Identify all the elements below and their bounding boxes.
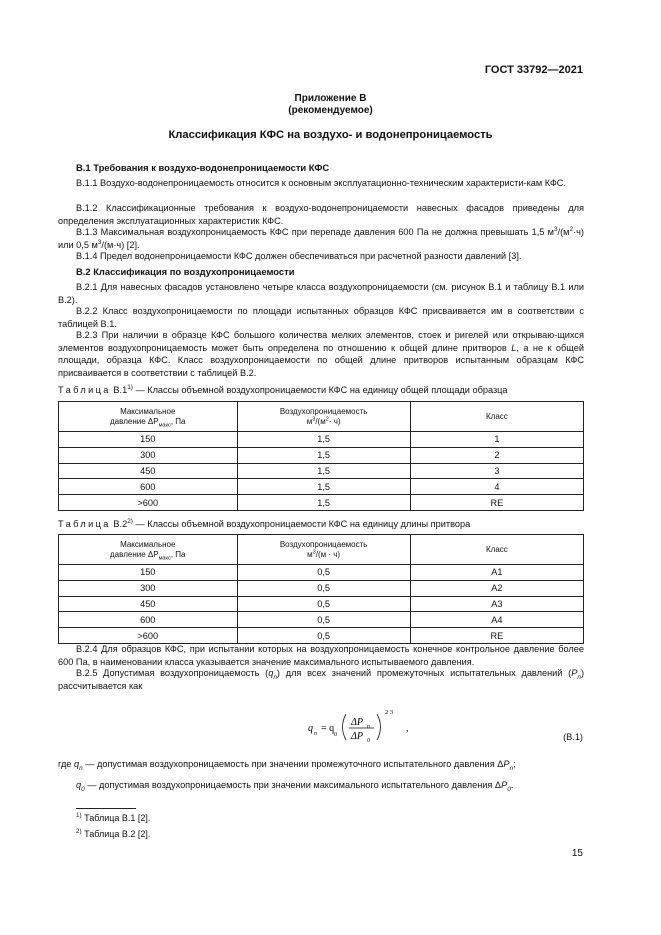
- paragraph-b22: В.2.2 Класс воздухопроницаемости по площади испытанных образцов КФС присваивается им в соответствии с таблицей В.1.: [58, 306, 584, 329]
- cell: 150: [59, 432, 238, 448]
- cell: 1,5: [237, 447, 410, 463]
- cell: 600: [59, 612, 238, 628]
- cell: 600: [59, 479, 238, 495]
- formula-den-sub: 0: [367, 738, 370, 744]
- where-line-1: где $q_n$ — допустимая воздухопроницаемость при значении промежуточного испытательного давления $\Delta P_n$;: [58, 759, 516, 772]
- formula-lhs-sub: n: [314, 731, 317, 737]
- table-row: [59, 612, 584, 628]
- cell: 0,5: [237, 565, 410, 581]
- table-row: [59, 495, 584, 511]
- cell: 1,5: [237, 432, 410, 448]
- cell: 0,5: [237, 596, 410, 612]
- formula-exponent: 2 3: [385, 709, 394, 716]
- paragraph-b12: В.1.2 Классификационные требования к воздухо-водонепроницаемости навесных фасадов приведены для определения эксплуатационных характеристик КФС.: [58, 203, 584, 226]
- cell: 1,5: [237, 463, 410, 479]
- cell: A2: [410, 580, 583, 596]
- cell: A3: [410, 596, 583, 612]
- header-pressure: Максимальное давление $\Delta P_{макс}$, Па: [59, 402, 238, 432]
- formula-num-sub: n: [367, 724, 370, 730]
- paragraph-b24: В.2.4 Для образцов КФС, при испытании которых на воздухопроницаемость конечное контрольное давление более 600 Па, в наименовании класса указывается значение максимального испытываемого давления.: [58, 644, 584, 667]
- right-paren: [377, 714, 381, 740]
- cell: 4: [410, 479, 583, 495]
- cell: 0,5: [237, 580, 410, 596]
- table-header-row: [59, 402, 584, 432]
- cell: A1: [410, 565, 583, 581]
- cell: 1: [410, 432, 583, 448]
- formula-q0-sub: 0: [334, 732, 337, 738]
- paragraph-b13: В.1.3 Максимальная воздухопроницаемость КФС при перепаде давления 600 Па не должна превышать 1,5 $м^3/(м^2\cdot ч)$ или 0,5 $м^3/(м\cdot ч)$ [2].: [58, 225, 584, 250]
- table-b1: [58, 401, 584, 511]
- table-row: [59, 432, 584, 448]
- equation-number: (В.1): [563, 732, 583, 742]
- cell: 150: [59, 565, 238, 581]
- paragraph-b25: В.2.5 Допустимая воздухопроницаемость $(q_n)$ для всех значений промежуточных испытательных давлений $(P_n)$ рассчитывается как: [58, 668, 584, 691]
- table-b1-caption: Таблица В.1$^{1)}$ — Классы объемной воздухопроницаемости КФС на единицу общей площади образца: [58, 383, 508, 395]
- standard-number: ГОСТ 33792—2021: [484, 64, 583, 76]
- appendix-status: (рекомендуемое): [288, 105, 373, 116]
- formula-tail: ,: [406, 723, 409, 734]
- header-permeability: Воздухопроницаемость $м^3/(м \cdot ч)$: [237, 535, 410, 565]
- where-line-2: $q_0$ — допустимая воздухопроницаемость при значении максимального испытательного давления $\Delta P_0$.: [76, 780, 514, 793]
- paragraph-b23: В.2.3 При наличии в образце КФС большого количества мелких элементов, стоек и ригелей или открываю-щихся элементов воздухопроницаемость может быть определена по отношению к общей длине притворов L, а не к общей площади, образца КФС. Класс воздухопроницаемости по общей длине притворов испытанным образцам КФС присваивается в соответствии с таблицей В.2.: [58, 330, 584, 379]
- footnote-separator: [76, 808, 136, 809]
- header-permeability: Воздухопроницаемость $м^3/(м^2\cdot ч)$: [237, 402, 410, 432]
- table-header-row: [59, 535, 584, 565]
- formula-den: ΔP: [351, 731, 363, 742]
- cell: 1,5: [237, 495, 410, 511]
- formula-b1: [306, 704, 416, 748]
- paragraph-b14: В.1.4 Предел водонепроницаемости КФС должен обеспечиваться при расчетной разности давлений [3].: [76, 251, 522, 261]
- cell: RE: [410, 495, 583, 511]
- cell: 1,5: [237, 479, 410, 495]
- page-number: 15: [571, 848, 583, 859]
- paragraph-b11: В.1.1 Воздухо-водонепроницаемость относится к основным эксплуатационно-техническим характеристи-кам КФС.: [76, 178, 566, 188]
- table-b2: [58, 534, 584, 644]
- section-heading-b1: В.1 Требования к воздухо-водонепроницаемости КФС: [76, 162, 330, 173]
- formula-eq: = q: [321, 723, 335, 734]
- cell: 0,5: [237, 628, 410, 644]
- appendix-title: Приложение В: [294, 93, 367, 104]
- header-class: Класс: [410, 535, 583, 565]
- paragraph-b21: В.2.1 Для навесных фасадов установлено четыре класса воздухопроницаемости (см. рисунок В.1 и таблицу В.1 или В.2).: [58, 282, 584, 305]
- table-row: [59, 447, 584, 463]
- formula-num: ΔP: [351, 717, 363, 728]
- cell: 2: [410, 447, 583, 463]
- cell: A4: [410, 612, 583, 628]
- cell: >600: [59, 495, 238, 511]
- cell: RE: [410, 628, 583, 644]
- cell: 3: [410, 463, 583, 479]
- table-row: [59, 565, 584, 581]
- appendix-heading: Классификация КФС на воздухо- и водонепроницаемость: [168, 129, 493, 141]
- footnote-1: $^{1)}$ Таблица В.1 [2].: [76, 812, 151, 823]
- table-row: [59, 596, 584, 612]
- header-pressure: Максимальное давление $\Delta P_{макс}$, Па: [59, 535, 238, 565]
- cell: 450: [59, 463, 238, 479]
- formula-lhs: q: [308, 723, 313, 734]
- cell: 300: [59, 447, 238, 463]
- cell: 300: [59, 580, 238, 596]
- left-paren: [343, 714, 347, 740]
- cell: 0,5: [237, 612, 410, 628]
- footnote-2: $^{2)}$ Таблица В.2 [2].: [76, 828, 151, 839]
- table-b2-caption: Таблица В.2$^{2)}$ — Классы объемной воздухопроницаемости КФС на единицу длины притвора: [58, 517, 471, 529]
- cell: >600: [59, 628, 238, 644]
- table-row: [59, 628, 584, 644]
- table-row: [59, 463, 584, 479]
- section-heading-b2: В.2 Классификация по воздухопроницаемости: [76, 266, 295, 277]
- table-row: [59, 580, 584, 596]
- table-row: [59, 479, 584, 495]
- header-class: Класс: [410, 402, 583, 432]
- cell: 450: [59, 596, 238, 612]
